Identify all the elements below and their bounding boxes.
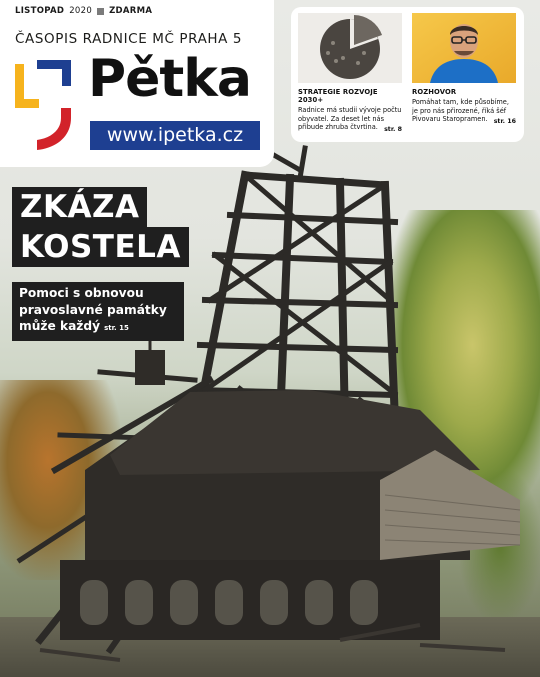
brand-name: Pětka <box>88 49 251 109</box>
deck-text: Pomoci s obnovou pravoslavné památky může každý <box>19 286 167 333</box>
masthead <box>0 0 274 167</box>
headline-line-2: KOSTELA <box>12 227 189 267</box>
price-label: ZDARMA <box>109 6 153 16</box>
teaser-strategy[interactable] <box>298 13 402 132</box>
magazine-subtitle: ČASOPIS RADNICE MČ PRAHA 5 <box>15 31 243 47</box>
teaser-heading: ROZHOVOR <box>412 88 457 96</box>
teaser-text: Pomáhat tam, kde působíme, je pro nás přirozené, říká šéf Pivovaru Staropramen. <box>412 98 509 124</box>
portrait-photo <box>412 13 516 83</box>
issue-month: LISTOPAD <box>15 6 65 16</box>
issue-line <box>15 6 152 16</box>
teaser-text: Radnice má studii vývoje počtu obyvatel. Za deset let nás přibude zhruba čtvrtina. <box>298 106 402 132</box>
teaser-interview[interactable] <box>412 13 516 124</box>
deck-page: str. 15 <box>104 324 129 332</box>
separator-square <box>97 8 104 15</box>
cover-deck[interactable] <box>12 282 184 341</box>
teaser-page: str. 8 <box>384 125 402 133</box>
petka-logo-mark <box>15 60 75 152</box>
issue-year: 2020 <box>69 6 93 16</box>
teaser-panel <box>291 7 524 142</box>
website-url[interactable]: www.ipetka.cz <box>90 121 260 150</box>
teaser-heading: STRATEGIE ROZVOJE 2030+ <box>298 88 378 104</box>
teaser-page: str. 16 <box>493 117 516 125</box>
headline-line-1: ZKÁZA <box>12 187 147 227</box>
pie-chart-of-people-image <box>298 13 402 83</box>
cover-headline[interactable] <box>12 187 189 267</box>
